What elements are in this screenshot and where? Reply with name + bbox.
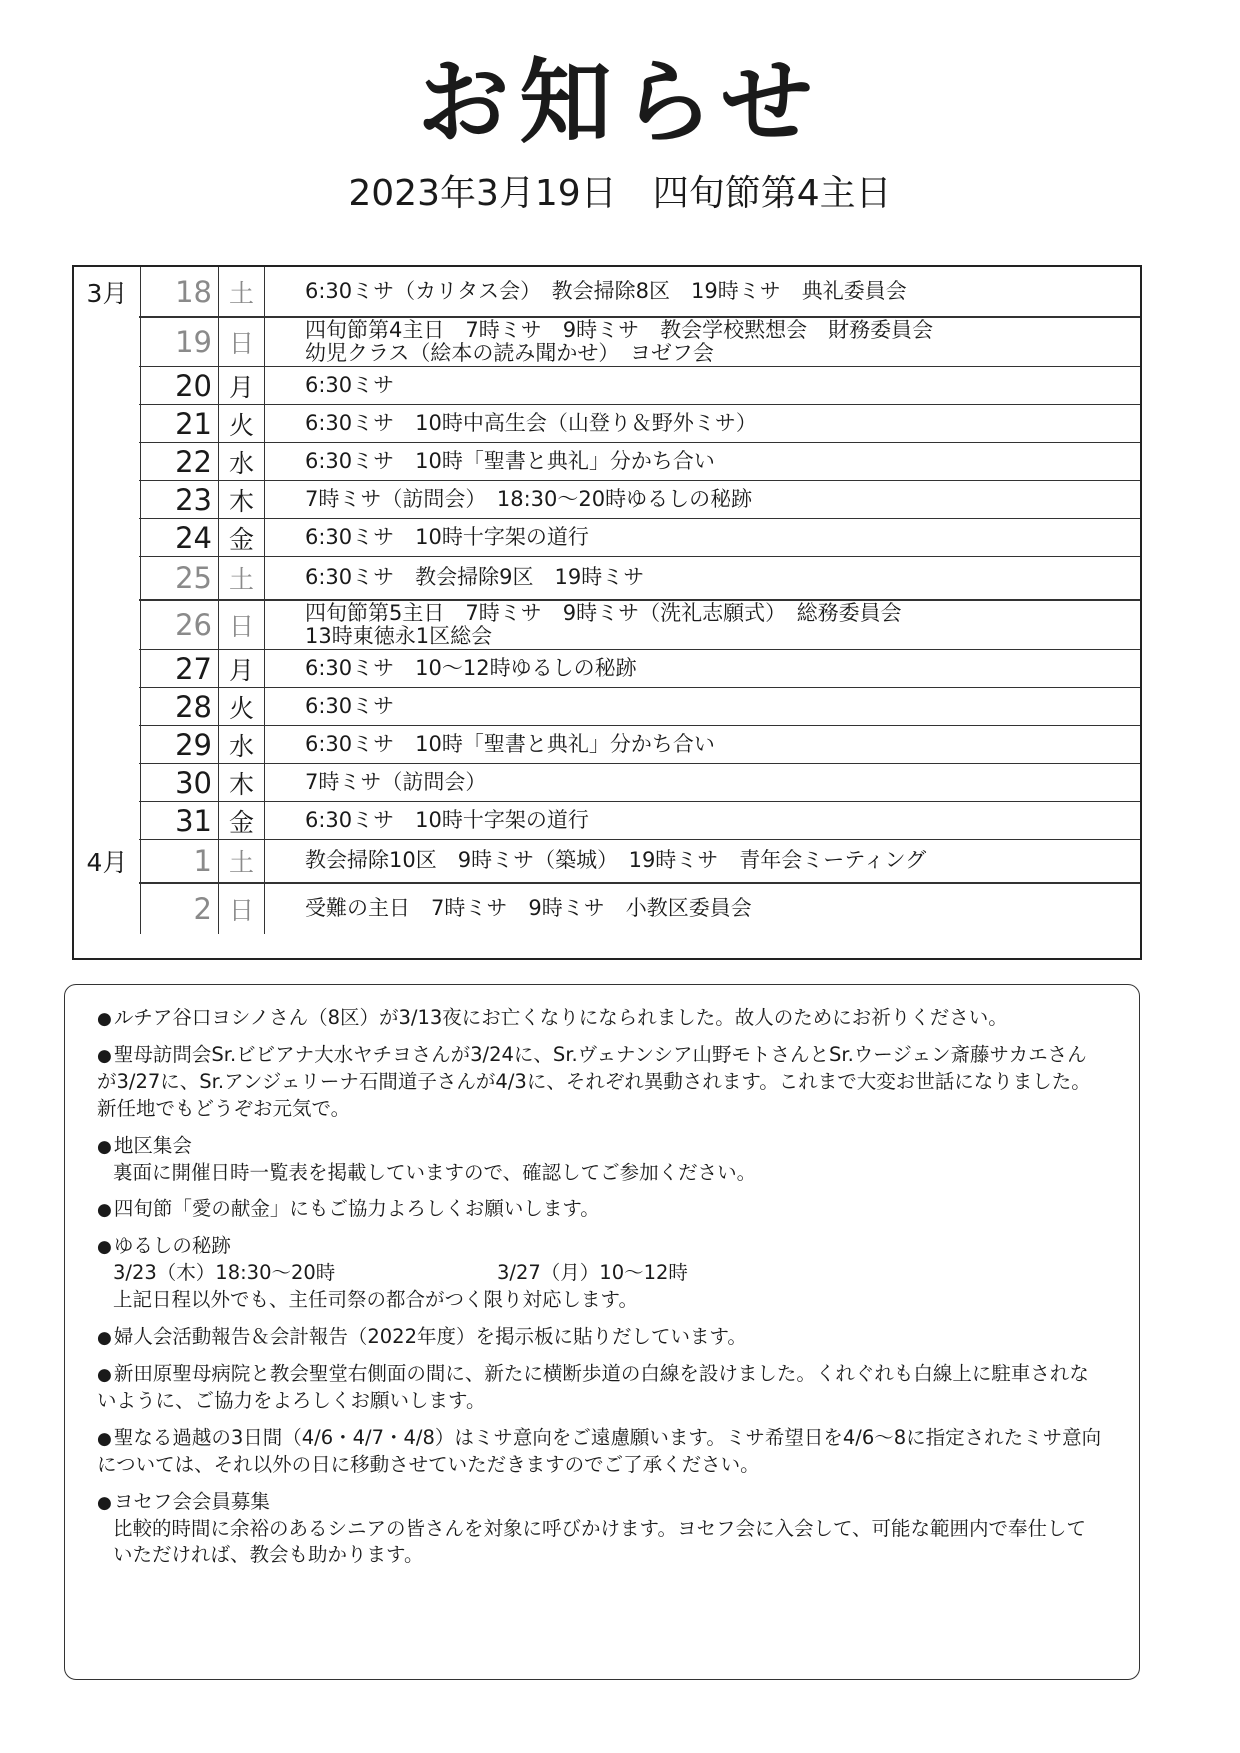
- weekday-cell: 月: [218, 650, 264, 687]
- day-cell: 1: [140, 840, 218, 882]
- event-line: 6:30ミサ: [305, 372, 395, 397]
- event-cell: [264, 267, 1140, 316]
- notice-item: [97, 1042, 1105, 1123]
- weekday-cell: 木: [218, 481, 264, 518]
- notice-body: 裏面に開催日時一覧表を掲載していますので、確認してご参加ください。: [113, 1160, 757, 1184]
- month-column: [74, 267, 139, 958]
- event-cell: [264, 601, 1140, 649]
- event-line: 幼児クラス（絵本の読み聞かせ） ヨゼフ会: [305, 341, 714, 365]
- month-cell: 3月: [86, 278, 128, 308]
- notice-text: 聖母訪問会Sr.ビビアナ大水ヤチヨさんが3/24に、Sr.ヴェナンシア山野モトさんとSr.ウージェン斎藤サカエさんが3/27に、Sr.アンジェリーナ石間道子さんが4/3に、それぞれ異動されます。これまで大変お世話になりました。新任地でもどうぞお元気で。: [97, 1042, 1091, 1120]
- event-line: 7時ミサ（訪問会）: [305, 769, 487, 794]
- day-cell: 21: [140, 405, 218, 442]
- event-cell: [264, 443, 1140, 480]
- day-cell: 25: [140, 557, 218, 599]
- event-line: 受難の主日 7時ミサ 9時ミサ 小教区委員会: [305, 896, 752, 921]
- schedule-row: [74, 650, 1140, 688]
- event-line: 6:30ミサ 10時「聖書と典礼」分かち合い: [305, 448, 715, 473]
- weekday-cell: 土: [218, 267, 264, 316]
- confession-time: 3/23（木）18:30～20時: [113, 1261, 336, 1285]
- event-cell: [264, 481, 1140, 518]
- weekday-cell: 日: [218, 601, 264, 649]
- schedule-row: [74, 600, 1140, 650]
- schedule-row: [74, 443, 1140, 481]
- event-line: 6:30ミサ 教会掃除9区 19時ミサ: [305, 565, 645, 590]
- notice-body: 上記日程以外でも、主任司祭の都合がつく限り対応します。: [113, 1288, 638, 1312]
- month-cell: 4月: [86, 848, 128, 877]
- event-line: 6:30ミサ 10時「聖書と典礼」分かち合い: [305, 731, 715, 756]
- schedule-row: [74, 367, 1140, 405]
- schedule-row: [74, 519, 1140, 557]
- day-cell: 23: [140, 481, 218, 518]
- event-cell: [264, 840, 1140, 882]
- event-line: 13時東徳永1区総会: [305, 624, 493, 648]
- weekday-cell: 水: [218, 443, 264, 480]
- event-line: 6:30ミサ 10時十字架の道行: [305, 524, 589, 549]
- notice-item: [97, 1233, 1105, 1314]
- day-cell: 27: [140, 650, 218, 687]
- schedule-row: [74, 764, 1140, 802]
- day-cell: 24: [140, 519, 218, 556]
- day-cell: 29: [140, 726, 218, 763]
- notice-item: [97, 1133, 1105, 1187]
- notice-heading: 地区集会: [113, 1133, 192, 1157]
- notice-item: [97, 1005, 1105, 1032]
- notice-item: [97, 1425, 1105, 1479]
- weekday-cell: 土: [218, 840, 264, 882]
- weekday-cell: 日: [218, 884, 264, 934]
- notices-box: [64, 984, 1140, 1680]
- notice-heading: ヨセフ会会員募集: [113, 1489, 270, 1513]
- schedule-row: [74, 317, 1140, 367]
- weekday-cell: 金: [218, 519, 264, 556]
- notice-text: ルチア谷口ヨシノさん（8区）が3/13夜にお亡くなりになられました。故人のためにお祈りください。: [113, 1006, 1008, 1029]
- bullet-icon: ●: [97, 1492, 112, 1513]
- event-cell: [264, 519, 1140, 556]
- schedule-row: [74, 802, 1140, 840]
- notice-item: [97, 1489, 1105, 1570]
- weekday-cell: 土: [218, 557, 264, 599]
- event-line: 四旬節第4主日 7時ミサ 9時ミサ 教会学校黙想会 財務委員会: [305, 317, 934, 342]
- day-cell: 18: [140, 267, 218, 316]
- weekday-cell: 火: [218, 405, 264, 442]
- date-line: 2023年3月19日 四旬節第4主日: [348, 173, 892, 214]
- event-line: 6:30ミサ 10時十字架の道行: [305, 807, 589, 832]
- event-cell: [264, 405, 1140, 442]
- schedule-row: [74, 688, 1140, 726]
- day-cell: 19: [140, 318, 218, 366]
- event-line: 教会掃除10区 9時ミサ（築城） 19時ミサ 青年会ミーティング: [305, 848, 927, 873]
- weekday-cell: 火: [218, 688, 264, 725]
- event-cell: [264, 884, 1140, 934]
- weekday-cell: 金: [218, 802, 264, 839]
- bullet-icon: ●: [97, 1136, 112, 1157]
- weekday-cell: 水: [218, 726, 264, 763]
- page-title: お知らせ: [417, 49, 823, 156]
- notice-item: [97, 1324, 1105, 1351]
- event-line: 6:30ミサ 10時中高生会（山登り＆野外ミサ）: [305, 410, 757, 435]
- event-cell: [264, 367, 1140, 404]
- day-cell: 22: [140, 443, 218, 480]
- day-cell: 30: [140, 764, 218, 801]
- event-cell: [264, 650, 1140, 687]
- confession-time: 3/27（月）10～12時: [497, 1261, 688, 1285]
- bullet-icon: ●: [97, 1328, 112, 1349]
- weekday-cell: 木: [218, 764, 264, 801]
- bullet-icon: ●: [97, 1428, 112, 1449]
- schedule-table: [72, 265, 1142, 960]
- weekday-cell: 月: [218, 367, 264, 404]
- schedule-row: [74, 883, 1140, 934]
- notice-heading: ゆるしの秘跡: [113, 1234, 231, 1258]
- weekday-cell: 日: [218, 318, 264, 366]
- bullet-icon: ●: [97, 1200, 112, 1221]
- event-line: 7時ミサ（訪問会） 18:30～20時ゆるしの秘跡: [305, 486, 753, 511]
- event-line: 6:30ミサ: [305, 693, 395, 718]
- notice-body: 比較的時間に余裕のあるシニアの皆さんを対象に呼びかけます。ヨセフ会に入会して、可能な範囲内で奉仕していただければ、教会も助かります。: [113, 1516, 1087, 1567]
- schedule-row: [74, 481, 1140, 519]
- event-cell: [264, 688, 1140, 725]
- schedule-row: [74, 726, 1140, 764]
- confession-times: [97, 1260, 1105, 1287]
- event-cell: [264, 318, 1140, 366]
- event-line: 6:30ミサ 10～12時ゆるしの秘跡: [305, 655, 637, 680]
- notice-text: 聖なる過越の3日間（4/6・4/7・4/8）はミサ意向をご遠慮願います。ミサ希望日を4/6～8に指定されたミサ意向については、それ以外の日に移動させていただきますのでご了承ください。: [97, 1425, 1102, 1476]
- bullet-icon: ●: [97, 1045, 112, 1066]
- notice-text: 新田原聖母病院と教会聖堂右側面の間に、新たに横断歩道の白線を設けました。くれぐれも白線上に駐車されないように、ご協力をよろしくお願いします。: [97, 1361, 1089, 1412]
- bullet-icon: ●: [97, 1237, 112, 1258]
- bullet-icon: ●: [97, 1009, 112, 1029]
- day-cell: 26: [140, 601, 218, 649]
- notice-item: [97, 1196, 1105, 1223]
- notice-text: 四旬節「愛の献金」にもご協力よろしくお願いします。: [113, 1197, 600, 1221]
- day-cell: 28: [140, 688, 218, 725]
- day-cell: 2: [140, 884, 218, 934]
- event-cell: [264, 802, 1140, 839]
- event-line: 6:30ミサ（カリタス会） 教会掃除8区 19時ミサ 典礼委員会: [305, 278, 907, 303]
- schedule-row: [74, 840, 1140, 883]
- notice-text: 婦人会活動報告＆会計報告（2022年度）を掲示板に貼りだしています。: [113, 1325, 747, 1349]
- bullet-icon: ●: [97, 1364, 112, 1385]
- notice-item: [97, 1361, 1105, 1415]
- schedule-row: [74, 267, 1140, 317]
- day-cell: 20: [140, 367, 218, 404]
- schedule-row: [74, 557, 1140, 600]
- schedule-row: [74, 405, 1140, 443]
- event-cell: [264, 764, 1140, 801]
- event-cell: [264, 557, 1140, 599]
- event-line: 四旬節第5主日 7時ミサ 9時ミサ（洗礼志願式） 総務委員会: [305, 600, 902, 625]
- day-cell: 31: [140, 802, 218, 839]
- event-cell: [264, 726, 1140, 763]
